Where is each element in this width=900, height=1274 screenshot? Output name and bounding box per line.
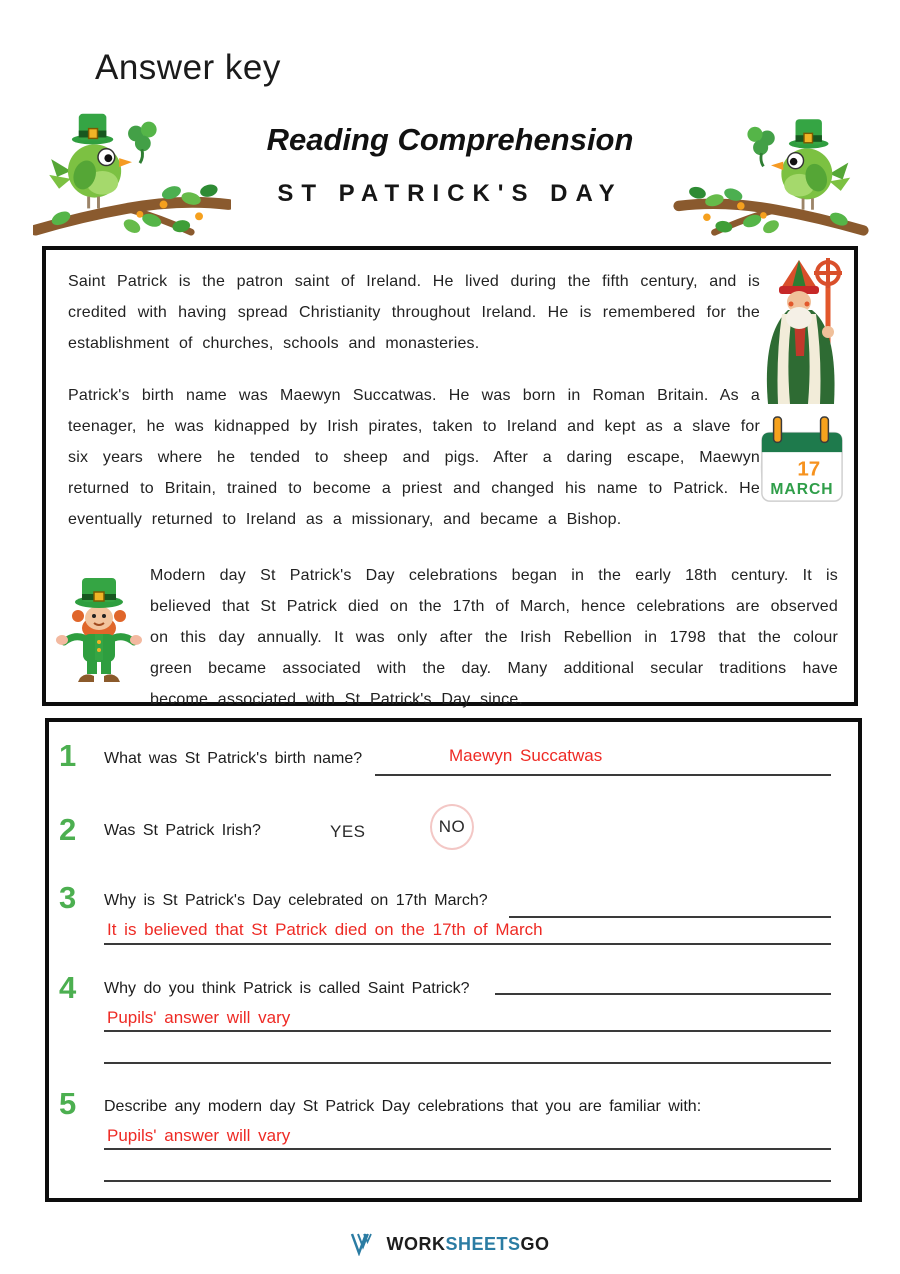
question-2-answer-circle <box>430 804 474 850</box>
saint-patrick-icon <box>748 256 850 408</box>
calendar-day-label: 17 <box>797 457 821 481</box>
brand-sheets: SHEETS <box>445 1233 521 1254</box>
brand-go: GO <box>520 1233 550 1254</box>
question-1-answer-line <box>375 774 831 776</box>
question-4-answer-line-3 <box>104 1062 831 1064</box>
leprechaun-icon <box>54 576 144 688</box>
worksheet-subtitle: ST PATRICK'S DAY <box>277 180 623 207</box>
question-3-answer-line-1 <box>509 916 831 918</box>
question-2-text: Was St Patrick Irish? <box>104 822 261 839</box>
passage-paragraph-3: Modern day St Patrick's Day celebrations began in the early 18th century. It is believed that St Patrick died on the 17th of March, hence celebrations are observed on this day annually. It was only after the Irish Rebellion in 1798 that the colour green became associated with the day. Many additional secular traditions have become associated with St Patrick's Day since. <box>150 567 838 708</box>
bird-on-branch-icon <box>672 106 870 238</box>
question-5-answer: Pupils' answer will vary <box>107 1126 291 1145</box>
question-5-answer-line-2 <box>104 1180 831 1182</box>
question-2-number: 2 <box>59 812 77 847</box>
question-1-number: 1 <box>59 738 77 773</box>
bird-on-branch-icon <box>33 100 231 238</box>
question-3-answer-line-2 <box>104 943 831 945</box>
bird-branch-illustration-left <box>33 100 231 238</box>
calendar-month-label: MARCH <box>770 481 834 499</box>
bird-branch-illustration-right <box>672 106 870 238</box>
brand-work: WORK <box>386 1233 446 1254</box>
brand-wordmark <box>386 1234 549 1255</box>
question-4-number: 4 <box>59 970 77 1005</box>
question-4-answer: Pupils' answer will vary <box>107 1008 291 1027</box>
question-4-answer-line-2 <box>104 1030 831 1032</box>
passage-paragraph-1: Saint Patrick is the patron saint of Ireland. He lived during the fifth century, and is credited with having spread Christianity throughout Ireland. He is remembered for the establishment of churches, schools and monasteries. <box>68 273 760 352</box>
question-3-answer: It is believed that St Patrick died on the 17th of March <box>107 920 543 939</box>
leprechaun-illustration <box>54 576 144 688</box>
passage-paragraph-2: Patrick's birth name was Maewyn Succatwas. He was born in Roman Britain. As a teenager, he was kidnapped by Irish pirates, taken to Ireland and kept as a slave for six years where he tended to sheep and pigs. After a daring escape, Maewyn returned to Britain, trained to become a priest and changed his name to Patrick. He eventually returned to Ireland as a missionary, and became a Bishop. <box>68 387 760 528</box>
question-5-answer-line-1 <box>104 1148 831 1150</box>
footer-brand <box>0 1232 900 1256</box>
question-4-answer-line-1 <box>495 993 831 995</box>
page-title: Answer key <box>95 48 281 87</box>
calendar-icon <box>756 412 846 508</box>
worksheetsgo-logo-icon <box>350 1232 378 1256</box>
question-1-text: What was St Patrick's birth name? <box>104 750 363 767</box>
questions-box <box>45 718 862 1202</box>
question-1-answer: Maewyn Succatwas <box>449 746 603 765</box>
question-2-option-no: NO <box>438 817 466 836</box>
question-5-text: Describe any modern day St Patrick Day celebrations that you are familiar with: <box>104 1098 702 1115</box>
calendar-march-17-illustration <box>756 412 846 508</box>
question-3-text: Why is St Patrick's Day celebrated on 17th March? <box>104 892 488 909</box>
question-5-number: 5 <box>59 1086 77 1121</box>
question-3-number: 3 <box>59 880 77 915</box>
question-2-option-yes: YES <box>330 822 366 841</box>
reading-passage-box <box>42 246 858 706</box>
saint-patrick-illustration <box>748 256 850 408</box>
worksheet-title: Reading Comprehension <box>266 122 634 157</box>
question-4-text: Why do you think Patrick is called Saint Patrick? <box>104 980 470 997</box>
